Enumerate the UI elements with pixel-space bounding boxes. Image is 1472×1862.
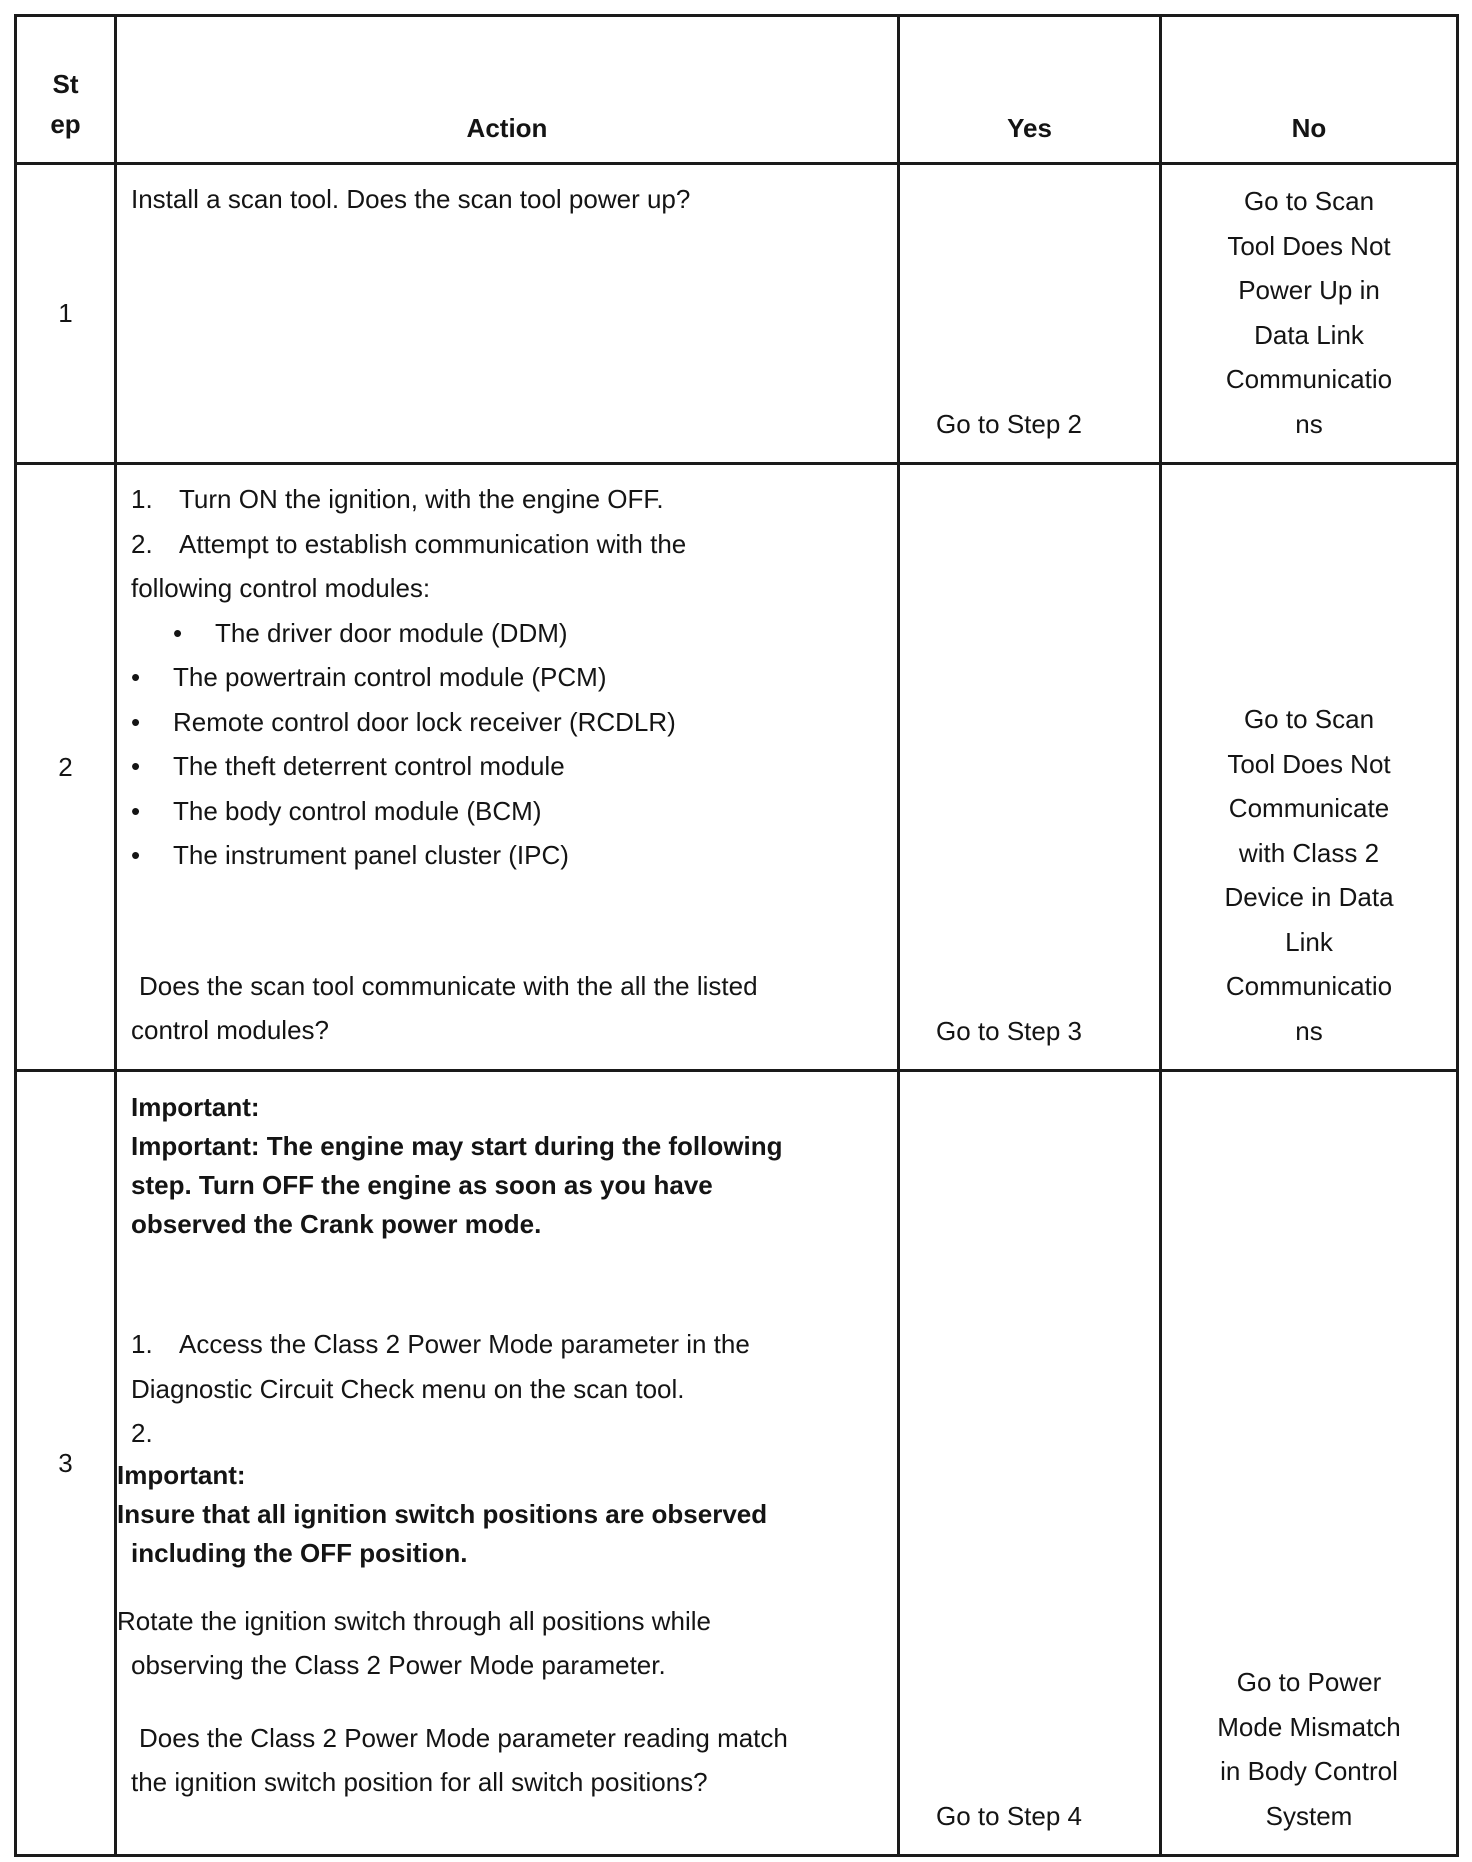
header-yes: Yes: [899, 16, 1161, 164]
header-no: No: [1161, 16, 1458, 164]
no-cell: [1161, 1071, 1458, 1856]
no-cell: [1161, 464, 1458, 1071]
table-row: [16, 464, 1458, 1071]
bullet-item: • The driver door module (DDM): [173, 617, 568, 648]
question-text: Does the scan tool communicate with the all the listed: [139, 970, 758, 1001]
table-row: [16, 164, 1458, 464]
module-name: The powertrain control module (PCM): [173, 662, 607, 692]
action-cell: [116, 164, 899, 464]
action-cell: [116, 464, 899, 1071]
question-text: Does the Class 2 Power Mode parameter reading match: [139, 1722, 788, 1753]
header-action: Action: [116, 16, 899, 164]
module-name: The driver door module (DDM): [215, 617, 568, 648]
spacer: [131, 1688, 883, 1716]
step-number: 1: [16, 164, 116, 464]
module-name: The theft deterrent control module: [173, 751, 565, 781]
no-line: Communicate: [1228, 793, 1390, 823]
no-line: Go to Scan: [1243, 704, 1375, 734]
important-text: observed the Crank power mode.: [131, 1209, 542, 1239]
yes-cell: Go to Step 2: [899, 164, 1161, 464]
important-text: Insure that all ignition switch positions are observed: [117, 1498, 768, 1529]
no-line: System: [1265, 1800, 1353, 1831]
page: [14, 14, 1456, 1854]
item-text-continued: Diagnostic Circuit Check menu on the scan tool.: [131, 1373, 685, 1404]
numbered-item: 2. Attempt to establish communication with the: [131, 528, 687, 559]
spacer: [131, 878, 883, 964]
no-line: ns: [1295, 1015, 1323, 1046]
item-text-continued: following control modules:: [131, 573, 431, 603]
no-cell: [1161, 164, 1458, 464]
bullet-item: • Remote control door lock receiver (RCDLR): [131, 706, 676, 737]
diagnostic-table: [14, 14, 1459, 1857]
item-text: Turn ON the ignition, with the engine OFF.: [179, 484, 664, 514]
header-step: [16, 16, 116, 164]
no-line: in Body Control: [1220, 1756, 1398, 1786]
important-text: Important: The engine may start during the following: [131, 1131, 783, 1161]
header-row: [16, 16, 1458, 164]
bullet-item: • The powertrain control module (PCM): [131, 662, 607, 692]
no-line: ns: [1295, 408, 1323, 439]
item-text: Attempt to establish communication with the: [179, 528, 687, 559]
item-text: Access the Class 2 Power Mode parameter in the: [179, 1329, 750, 1359]
no-line: Link: [1285, 926, 1333, 957]
no-line: Power Up in: [1238, 275, 1380, 305]
yes-cell: Go to Step 3: [899, 464, 1161, 1071]
question-text-continued: control modules?: [131, 1015, 329, 1045]
module-name: The body control module (BCM): [173, 795, 542, 826]
important-label: Important:: [117, 1459, 246, 1490]
header-step-line1: St: [52, 69, 79, 99]
no-line: Data Link: [1254, 319, 1364, 350]
step-number: 2: [16, 464, 116, 1071]
important-text: step. Turn OFF the engine as soon as you have: [131, 1170, 713, 1200]
no-line: Communicatio: [1225, 971, 1393, 1001]
bullet-item: • The instrument panel cluster (IPC): [131, 840, 569, 870]
numbered-item: 1. Turn ON the ignition, with the engine OFF.: [131, 484, 664, 514]
module-name: The instrument panel cluster (IPC): [173, 840, 569, 870]
numbered-item: 1. Access the Class 2 Power Mode parameter in the: [131, 1329, 750, 1359]
bullet-item: • The body control module (BCM): [131, 795, 542, 826]
important-label: Important:: [131, 1092, 260, 1122]
spacer: [131, 1573, 883, 1599]
no-line: Communicatio: [1225, 364, 1393, 394]
question-text-continued: the ignition switch position for all switch positions?: [131, 1767, 708, 1797]
important-text: including the OFF position.: [131, 1537, 468, 1568]
no-line: Tool Does Not: [1227, 230, 1391, 261]
table-row: [16, 1071, 1458, 1856]
no-line: Tool Does Not: [1227, 748, 1391, 779]
no-line: with Class 2: [1238, 837, 1380, 868]
item-number: 2.: [131, 1418, 153, 1448]
bullet-item: • The theft deterrent control module: [131, 751, 565, 781]
rotate-text-continued: observing the Class 2 Power Mode parameter.: [131, 1650, 666, 1680]
action-cell: [116, 1071, 899, 1856]
no-line: Go to Power: [1236, 1667, 1382, 1697]
step-number: 3: [16, 1071, 116, 1856]
spacer: [131, 1244, 883, 1322]
yes-cell: Go to Step 4: [899, 1071, 1161, 1856]
no-line: Mode Mismatch: [1217, 1711, 1401, 1742]
action-text: Install a scan tool. Does the scan tool power up?: [131, 184, 691, 214]
no-line: Device in Data: [1224, 882, 1394, 912]
header-step-line2: ep: [50, 109, 81, 139]
module-name: Remote control door lock receiver (RCDLR): [173, 706, 676, 737]
no-line: Go to Scan: [1243, 186, 1375, 216]
rotate-text: Rotate the ignition switch through all positions while: [117, 1605, 712, 1636]
